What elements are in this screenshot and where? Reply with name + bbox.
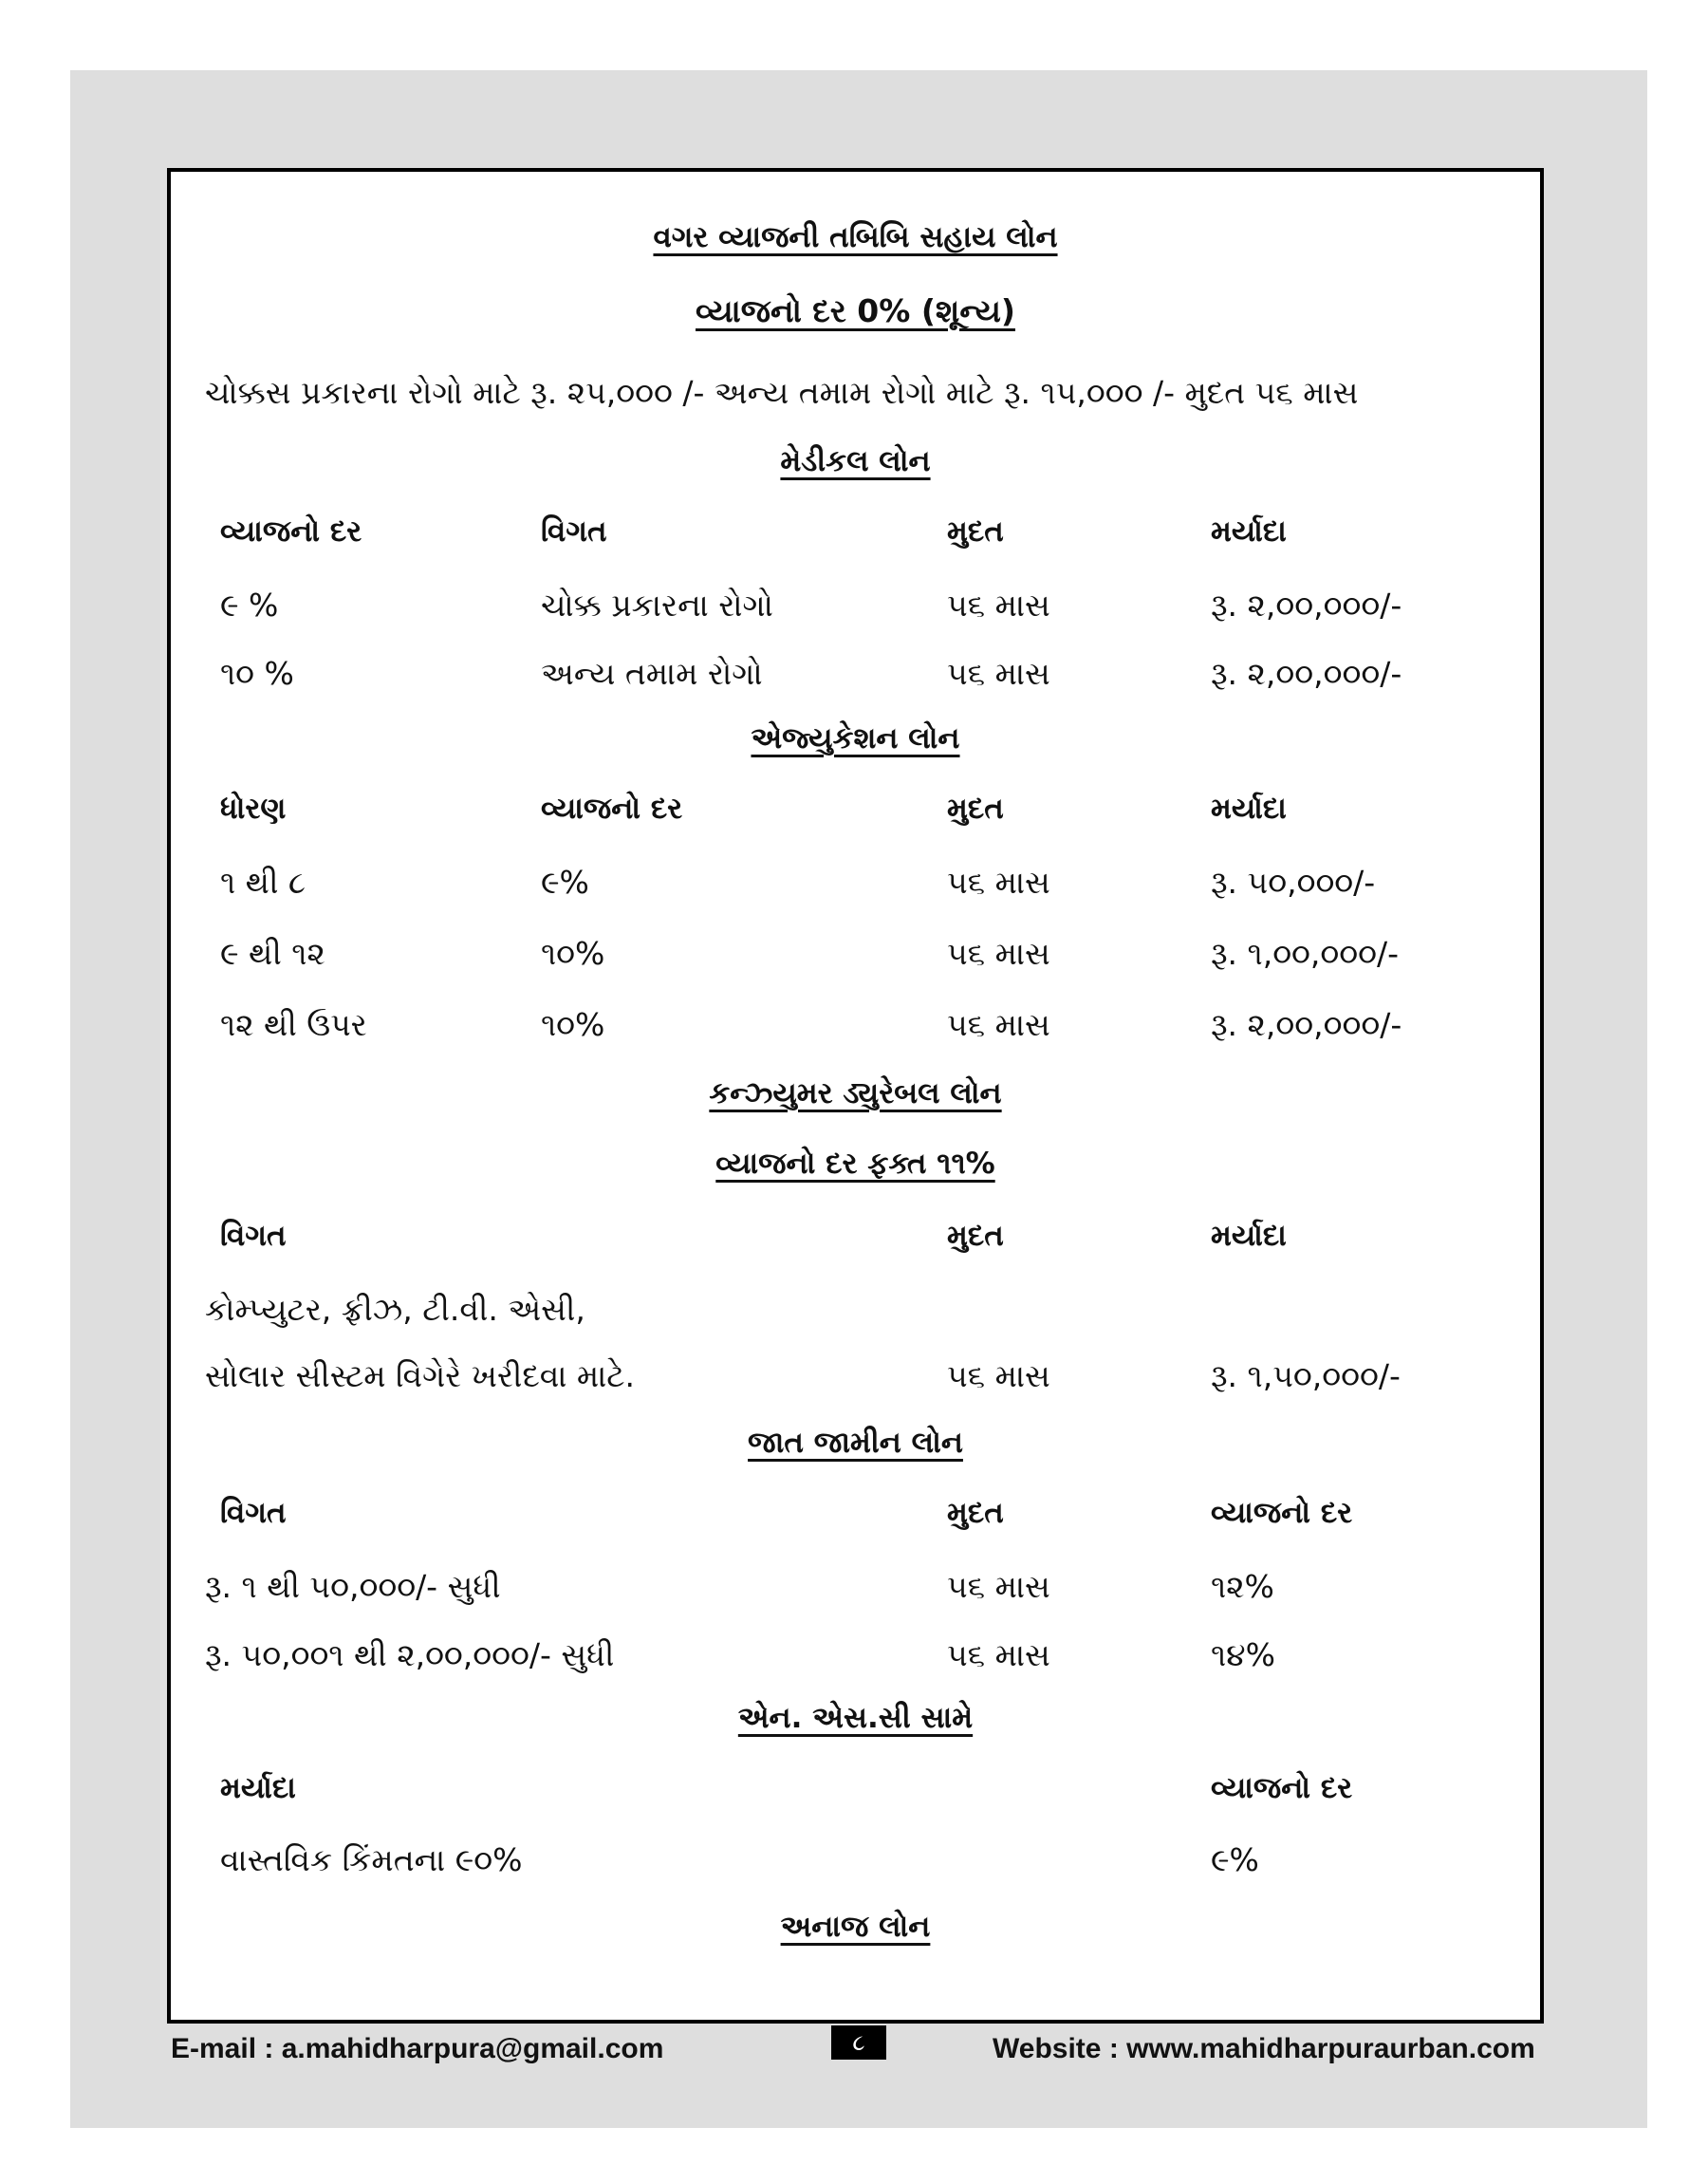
medical-row2-detail: અન્ય તમામ રોગો xyxy=(541,655,763,692)
education-row3-standard: ૧૨ થી ઉપર xyxy=(220,1006,367,1043)
medical-row1-limit: રૂ. ૨,૦૦,૦૦૦/- xyxy=(1211,587,1402,624)
heading-consumer-durable-loan: કન્ઝ્યુમર ડ્યુરેબલ લોન xyxy=(709,1076,1002,1110)
consumer-limit: રૂ. ૧,૫૦,૦૦૦/- xyxy=(1211,1357,1401,1394)
personal-header-term: મુદત xyxy=(947,1496,1004,1530)
education-row1-rate: ૯% xyxy=(541,864,589,901)
education-row1-limit: રૂ. ૫૦,૦૦૦/- xyxy=(1211,864,1376,901)
nsc-header-limit: મર્યાદા xyxy=(220,1771,296,1805)
education-row1-term: ૫૬ માસ xyxy=(947,864,1050,901)
medical-header-rate: વ્યાજનો દર xyxy=(220,514,362,549)
education-row3-limit: રૂ. ૨,૦૦,૦૦૦/- xyxy=(1211,1006,1402,1043)
heading-zero-interest: વ્યાજનો દર 0% (શૂન્ય) xyxy=(695,292,1015,329)
education-header-term: મુદત xyxy=(947,792,1004,826)
medical-row2-limit: રૂ. ૨,૦૦,૦૦૦/- xyxy=(1211,655,1402,692)
education-header-rate: વ્યાજનો દર xyxy=(541,792,683,826)
medical-row1-detail: ચોક્ક પ્રકારના રોગો xyxy=(541,587,773,624)
medical-header-term: મુદત xyxy=(947,514,1004,549)
personal-row2-rate: ૧૪% xyxy=(1211,1636,1275,1673)
personal-row1-detail: રૂ. ૧ થી ૫૦,૦૦૦/- સુધી xyxy=(205,1568,501,1605)
medical-row2-rate: ૧૦ % xyxy=(220,655,294,692)
medical-row1-term: ૫૬ માસ xyxy=(947,587,1050,624)
footer-website: Website : www.mahidharpuraurban.com xyxy=(993,2033,1535,2064)
education-row1-standard: ૧ થી ૮ xyxy=(220,864,306,901)
nsc-rate-value: ૯% xyxy=(1211,1841,1259,1878)
medical-header-detail: વિગત xyxy=(541,514,607,549)
consumer-detail-line1: કોમ્પ્યુટર, ફ્રીઝ, ટી.વી. એસી, xyxy=(205,1291,585,1328)
heading-interest-free-medical-loan: વગર વ્યાજની તબિબિ સહાય લોન xyxy=(653,220,1058,254)
consumer-header-detail: વિગત xyxy=(220,1219,287,1253)
education-row2-rate: ૧૦% xyxy=(541,935,605,972)
education-row2-limit: રૂ. ૧,૦૦,૦૦૦/- xyxy=(1211,935,1400,972)
education-header-limit: મર્યાદા xyxy=(1211,792,1287,826)
education-row2-standard: ૯ થી ૧૨ xyxy=(220,935,325,972)
heading-grain-loan: અનાજ લોન xyxy=(780,1910,931,1944)
consumer-term: ૫૬ માસ xyxy=(947,1357,1050,1394)
heading-nsc-loan: એન. એસ.સી સામે xyxy=(737,1701,974,1735)
education-row2-term: ૫૬ માસ xyxy=(947,935,1050,972)
personal-header-rate: વ્યાજનો દર xyxy=(1211,1496,1353,1530)
nsc-header-rate: વ્યાજનો દર xyxy=(1211,1771,1353,1805)
heading-consumer-rate: વ્યાજનો દર ફક્ત ૧૧% xyxy=(715,1147,995,1181)
medical-header-limit: મર્યાદા xyxy=(1211,514,1287,549)
education-header-standard: ધોરણ xyxy=(220,792,287,826)
heading-personal-surety-loan: જાત જામીન લોન xyxy=(748,1426,963,1460)
consumer-header-limit: મર્યાદા xyxy=(1211,1219,1287,1253)
education-row3-rate: ૧૦% xyxy=(541,1006,605,1043)
education-row3-term: ૫૬ માસ xyxy=(947,1006,1050,1043)
page-number: ૮ xyxy=(831,2025,886,2060)
consumer-header-term: મુદત xyxy=(947,1219,1004,1253)
consumer-detail-line2: સોલાર સીસ્ટમ વિગેરે ખરીદવા માટે. xyxy=(205,1357,636,1394)
personal-row1-term: ૫૬ માસ xyxy=(947,1568,1050,1605)
personal-row1-rate: ૧૨% xyxy=(1211,1568,1274,1605)
personal-row2-detail: રૂ. ૫૦,૦૦૧ થી ૨,૦૦,૦૦૦/- સુધી xyxy=(205,1636,615,1673)
nsc-limit-value: વાસ્તવિક કિંમતના ૯૦% xyxy=(220,1841,523,1878)
heading-education-loan: એજ્યુકેશન લોન xyxy=(751,721,960,756)
heading-medical-loan: મેડીકલ લોન xyxy=(780,444,931,478)
personal-row2-term: ૫૬ માસ xyxy=(947,1636,1050,1673)
footer-email: E-mail : a.mahidharpura@gmail.com xyxy=(171,2033,664,2064)
personal-header-detail: વિગત xyxy=(220,1496,287,1530)
medical-row1-rate: ૯ % xyxy=(220,587,279,624)
intro-line: ચોક્કસ પ્રકારના રોગો માટે રૂ. ૨૫,૦૦૦ /- અન્ય તમામ રોગો માટે રૂ. ૧૫,૦૦૦ /- મુદત ૫૬ માસ xyxy=(205,374,1359,411)
medical-row2-term: ૫૬ માસ xyxy=(947,655,1050,692)
